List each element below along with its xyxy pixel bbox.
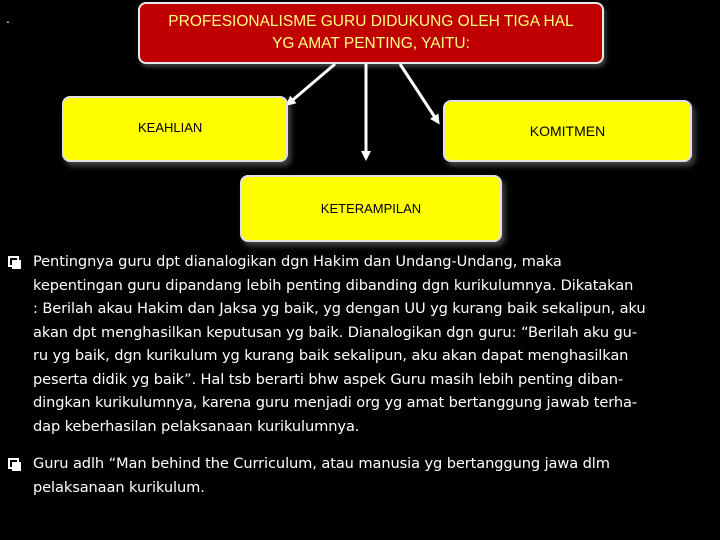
node-keahlian-label: KEAHLIAN <box>138 120 203 135</box>
bullet-text: Guru adlh “Man behind the Curriculum, atau manusia yg bertanggung jawa dlm pelaksanaan kurikulum. <box>33 455 610 496</box>
arrow-to-keahlian <box>288 64 335 104</box>
node-keahlian <box>62 96 288 162</box>
node-keterampilan-label: KETERAMPILAN <box>320 201 422 216</box>
stray-dot: . <box>6 10 10 26</box>
node-komitmen-label: KOMITMEN <box>529 123 606 139</box>
checkbox-bullet-icon <box>8 458 19 469</box>
bullet-list <box>8 250 714 513</box>
bullet-text: Pentingnya guru dpt dianalogikan dgn Hakim dan Undang-Undang, maka kepentingan guru dipandang lebih penting dibanding dgn kurikulumnya. Dikatakan : Berilah akau Hakim dan Jaksa yg baik, yg dengan UU yg kurang baik sekalipun, aku akan dpt menghasilkan keputusan yg baik. Dianalogikan dgn guru: “Berilah aku gu- ru yg baik, dgn kurikulum yg kurang baik sekalipun, aku akan dapat menghasilkan peserta didik yg baik”. Hal tsb berarti bhw aspek Guru masih lebih penting diban- dingkan kurikulumnya, karena guru menjadi org yg amat bertanggung jawab terha- dap keberhasilan pelaksanaan kurikulumnya. <box>33 253 646 435</box>
arrow-to-komitmen <box>400 64 438 122</box>
node-keterampilan <box>240 175 502 242</box>
bullet-item <box>8 452 714 499</box>
title-text: PROFESIONALISME GURU DIDUKUNG OLEH TIGA HAL YG AMAT PENTING, YAITU: <box>168 13 574 52</box>
bullet-item <box>8 250 714 438</box>
checkbox-bullet-icon <box>8 256 19 267</box>
node-komitmen <box>443 100 692 162</box>
